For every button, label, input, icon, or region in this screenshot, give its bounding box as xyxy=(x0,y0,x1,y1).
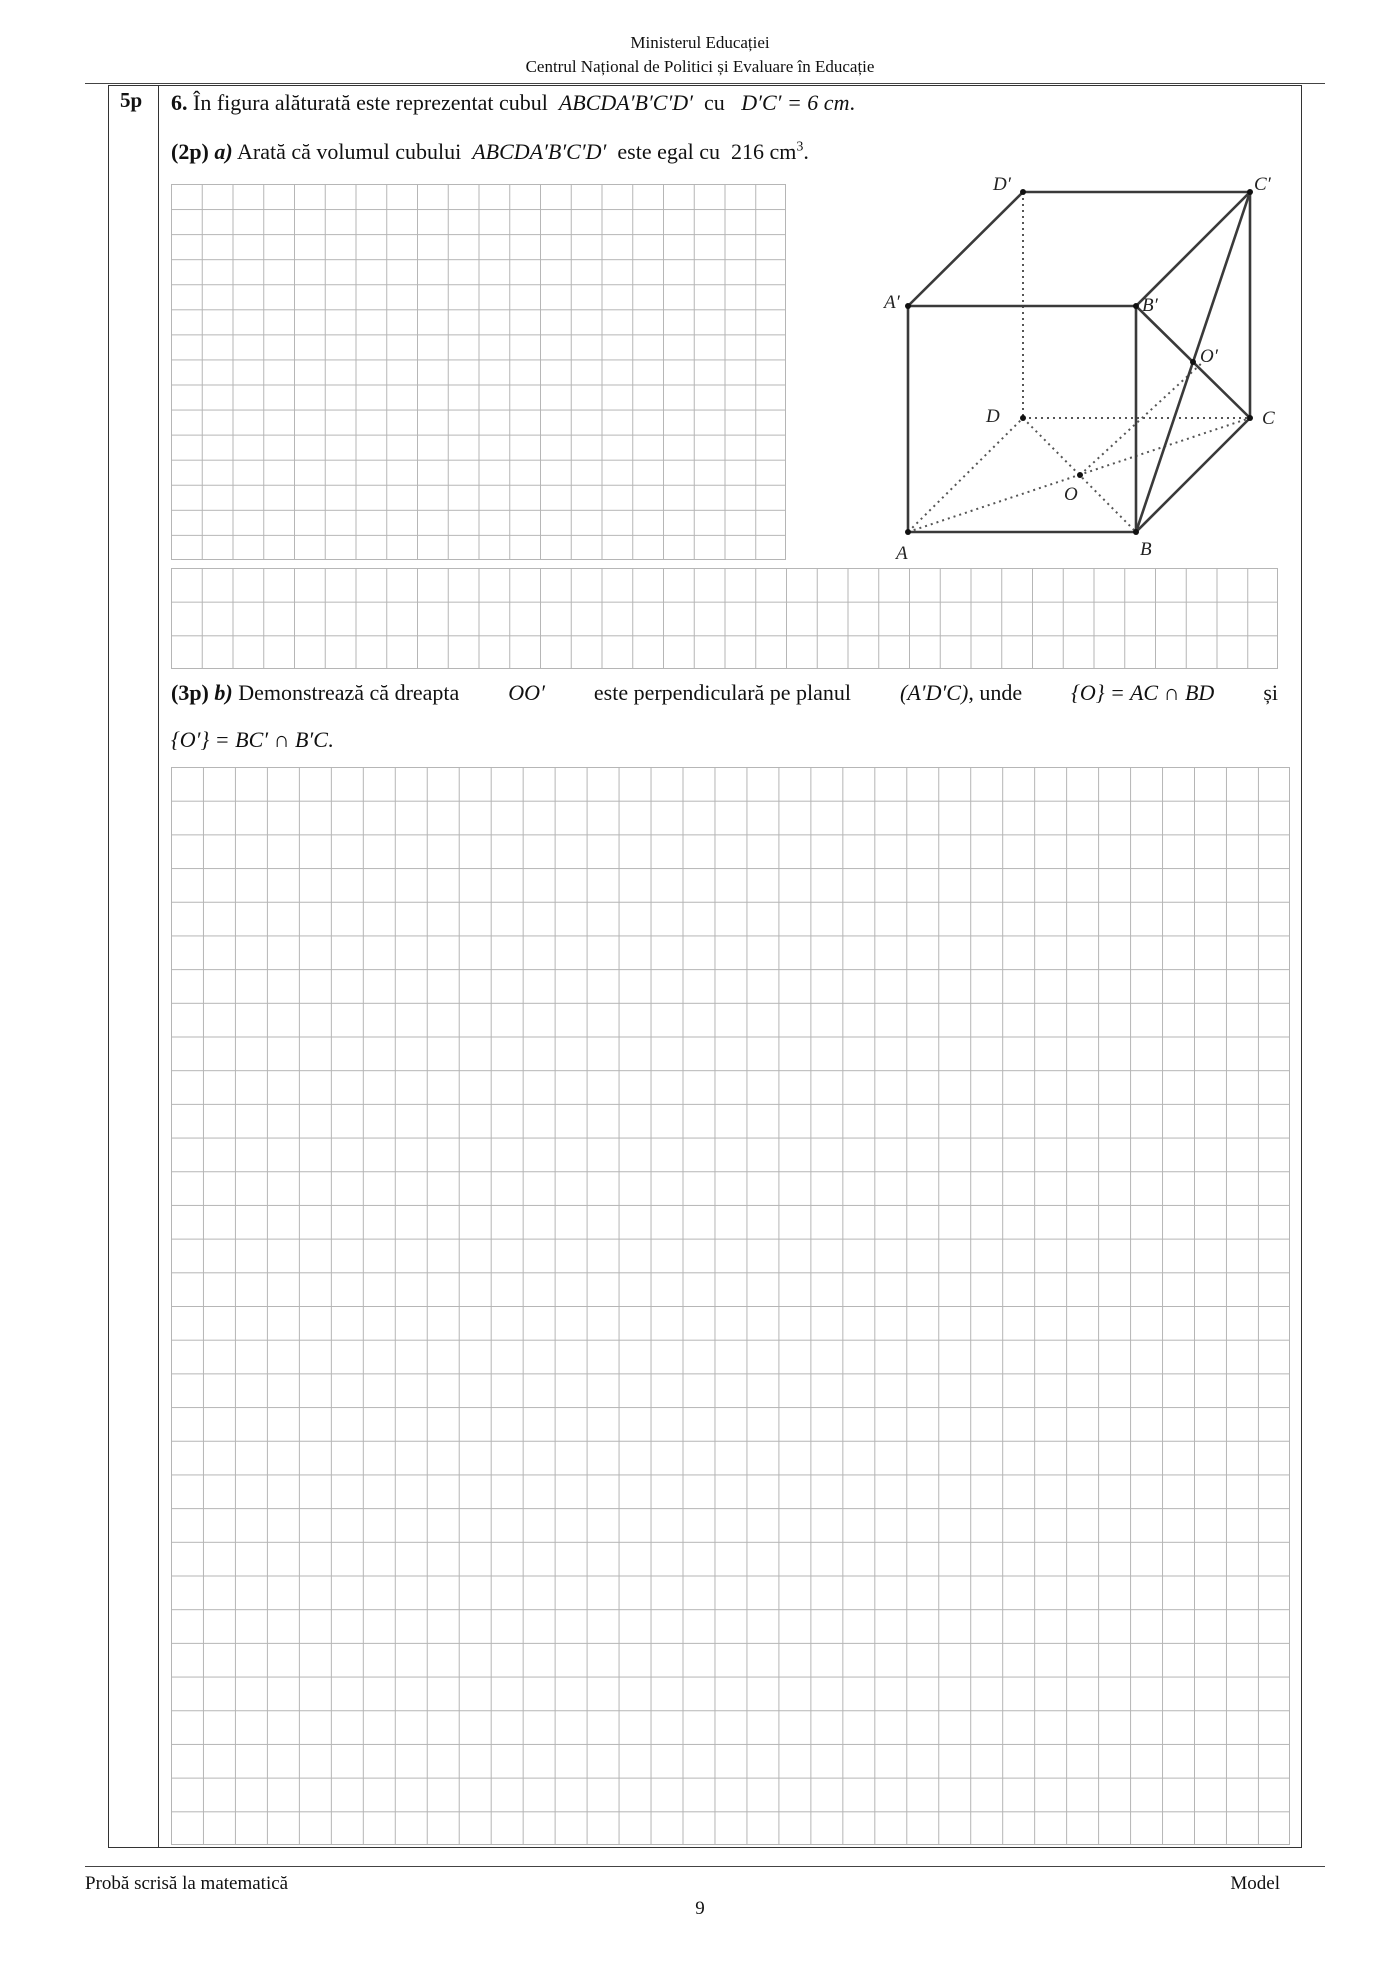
part-a-letter: a) xyxy=(214,139,233,164)
problem-number: 6. xyxy=(171,90,188,115)
label-A1: A′ xyxy=(884,292,900,313)
plane-A1D1C: (A′D′C) xyxy=(900,680,969,705)
header-center: Centrul Național de Politici și Evaluare în Educație xyxy=(525,57,875,76)
label-O1: O′ xyxy=(1200,346,1218,367)
problem-statement xyxy=(171,90,855,116)
volume-value: 216 cm xyxy=(730,139,797,164)
part-a-statement xyxy=(171,139,809,165)
segment-OO1 xyxy=(1080,362,1203,475)
edge-AD xyxy=(908,418,1023,532)
label-D1: D′ xyxy=(993,174,1011,195)
line-OO1: OO′ xyxy=(508,680,545,705)
part-b-text1: Demonstrează că dreapta xyxy=(238,680,460,705)
point-D xyxy=(1020,415,1026,421)
answer-grid-a-bottom[interactable] xyxy=(171,568,1278,669)
part-b-points: (3p) xyxy=(171,680,209,705)
volume-exponent: 3 xyxy=(796,139,804,155)
answer-grid-b[interactable] xyxy=(171,767,1290,1845)
footer-exam-title: Probă scrisă la matematică xyxy=(85,1873,289,1894)
point-O xyxy=(1077,472,1083,478)
label-O: O xyxy=(1064,484,1078,505)
problem-cu: cu xyxy=(704,90,725,115)
set-O1: {O′} = BC′ ∩ B′C xyxy=(171,727,328,752)
point-A1 xyxy=(905,303,911,309)
cube-figure xyxy=(870,170,1290,570)
part-a-text: Arată că volumul cubului xyxy=(237,139,462,164)
part-b-letter: b) xyxy=(214,680,233,705)
point-O1 xyxy=(1190,359,1196,365)
part-a-cube: ABCDA′B′C′D′ xyxy=(472,139,607,164)
edge-B1C1 xyxy=(1136,192,1250,306)
part-b-text2: este perpendiculară pe planul xyxy=(593,680,852,705)
problem-points: 5p xyxy=(120,88,143,112)
label-B1: B′ xyxy=(1142,295,1158,316)
label-B: B xyxy=(1140,539,1152,560)
edge-A1D1 xyxy=(908,192,1023,306)
answer-grid-a[interactable] xyxy=(171,184,786,560)
footer-model: Model xyxy=(1230,1873,1280,1894)
part-a-text2: este egal cu xyxy=(617,139,720,164)
part-b-head xyxy=(171,680,459,706)
point-B1 xyxy=(1133,303,1139,309)
page-number: 9 xyxy=(695,1898,705,1919)
label-C: C xyxy=(1262,408,1275,429)
label-D: D xyxy=(986,406,1000,427)
point-B xyxy=(1133,529,1139,535)
points-column-separator xyxy=(158,85,159,1848)
cube-name: ABCDA′B′C′D′ xyxy=(558,90,693,115)
statement-end: . xyxy=(849,90,855,115)
part-a-end: . xyxy=(803,139,809,164)
label-C1: C′ xyxy=(1254,174,1271,195)
point-A xyxy=(905,529,911,535)
edge-condition: D′C′ = 6 cm xyxy=(741,90,850,115)
footer-rule xyxy=(85,1866,1325,1867)
header-ministry: Ministerul Educației xyxy=(630,33,770,52)
set-O: {O} = AC ∩ BD xyxy=(1071,680,1215,705)
problem-intro: În figura alăturată este reprezentat cubul xyxy=(193,90,548,115)
label-A: A xyxy=(896,543,908,564)
point-C xyxy=(1247,415,1253,421)
part-b-plane-group xyxy=(900,680,1022,706)
part-b-statement-line2 xyxy=(171,727,333,753)
edge-BC xyxy=(1136,418,1250,532)
part-a-points: (2p) xyxy=(171,139,209,164)
part-b-end: . xyxy=(327,727,334,752)
header-rule xyxy=(85,83,1325,84)
part-b-text3: , unde xyxy=(968,680,1023,705)
point-D1 xyxy=(1020,189,1026,195)
part-b-and: și xyxy=(1263,680,1278,705)
part-b-statement xyxy=(171,680,1278,706)
point-C1 xyxy=(1247,189,1253,195)
